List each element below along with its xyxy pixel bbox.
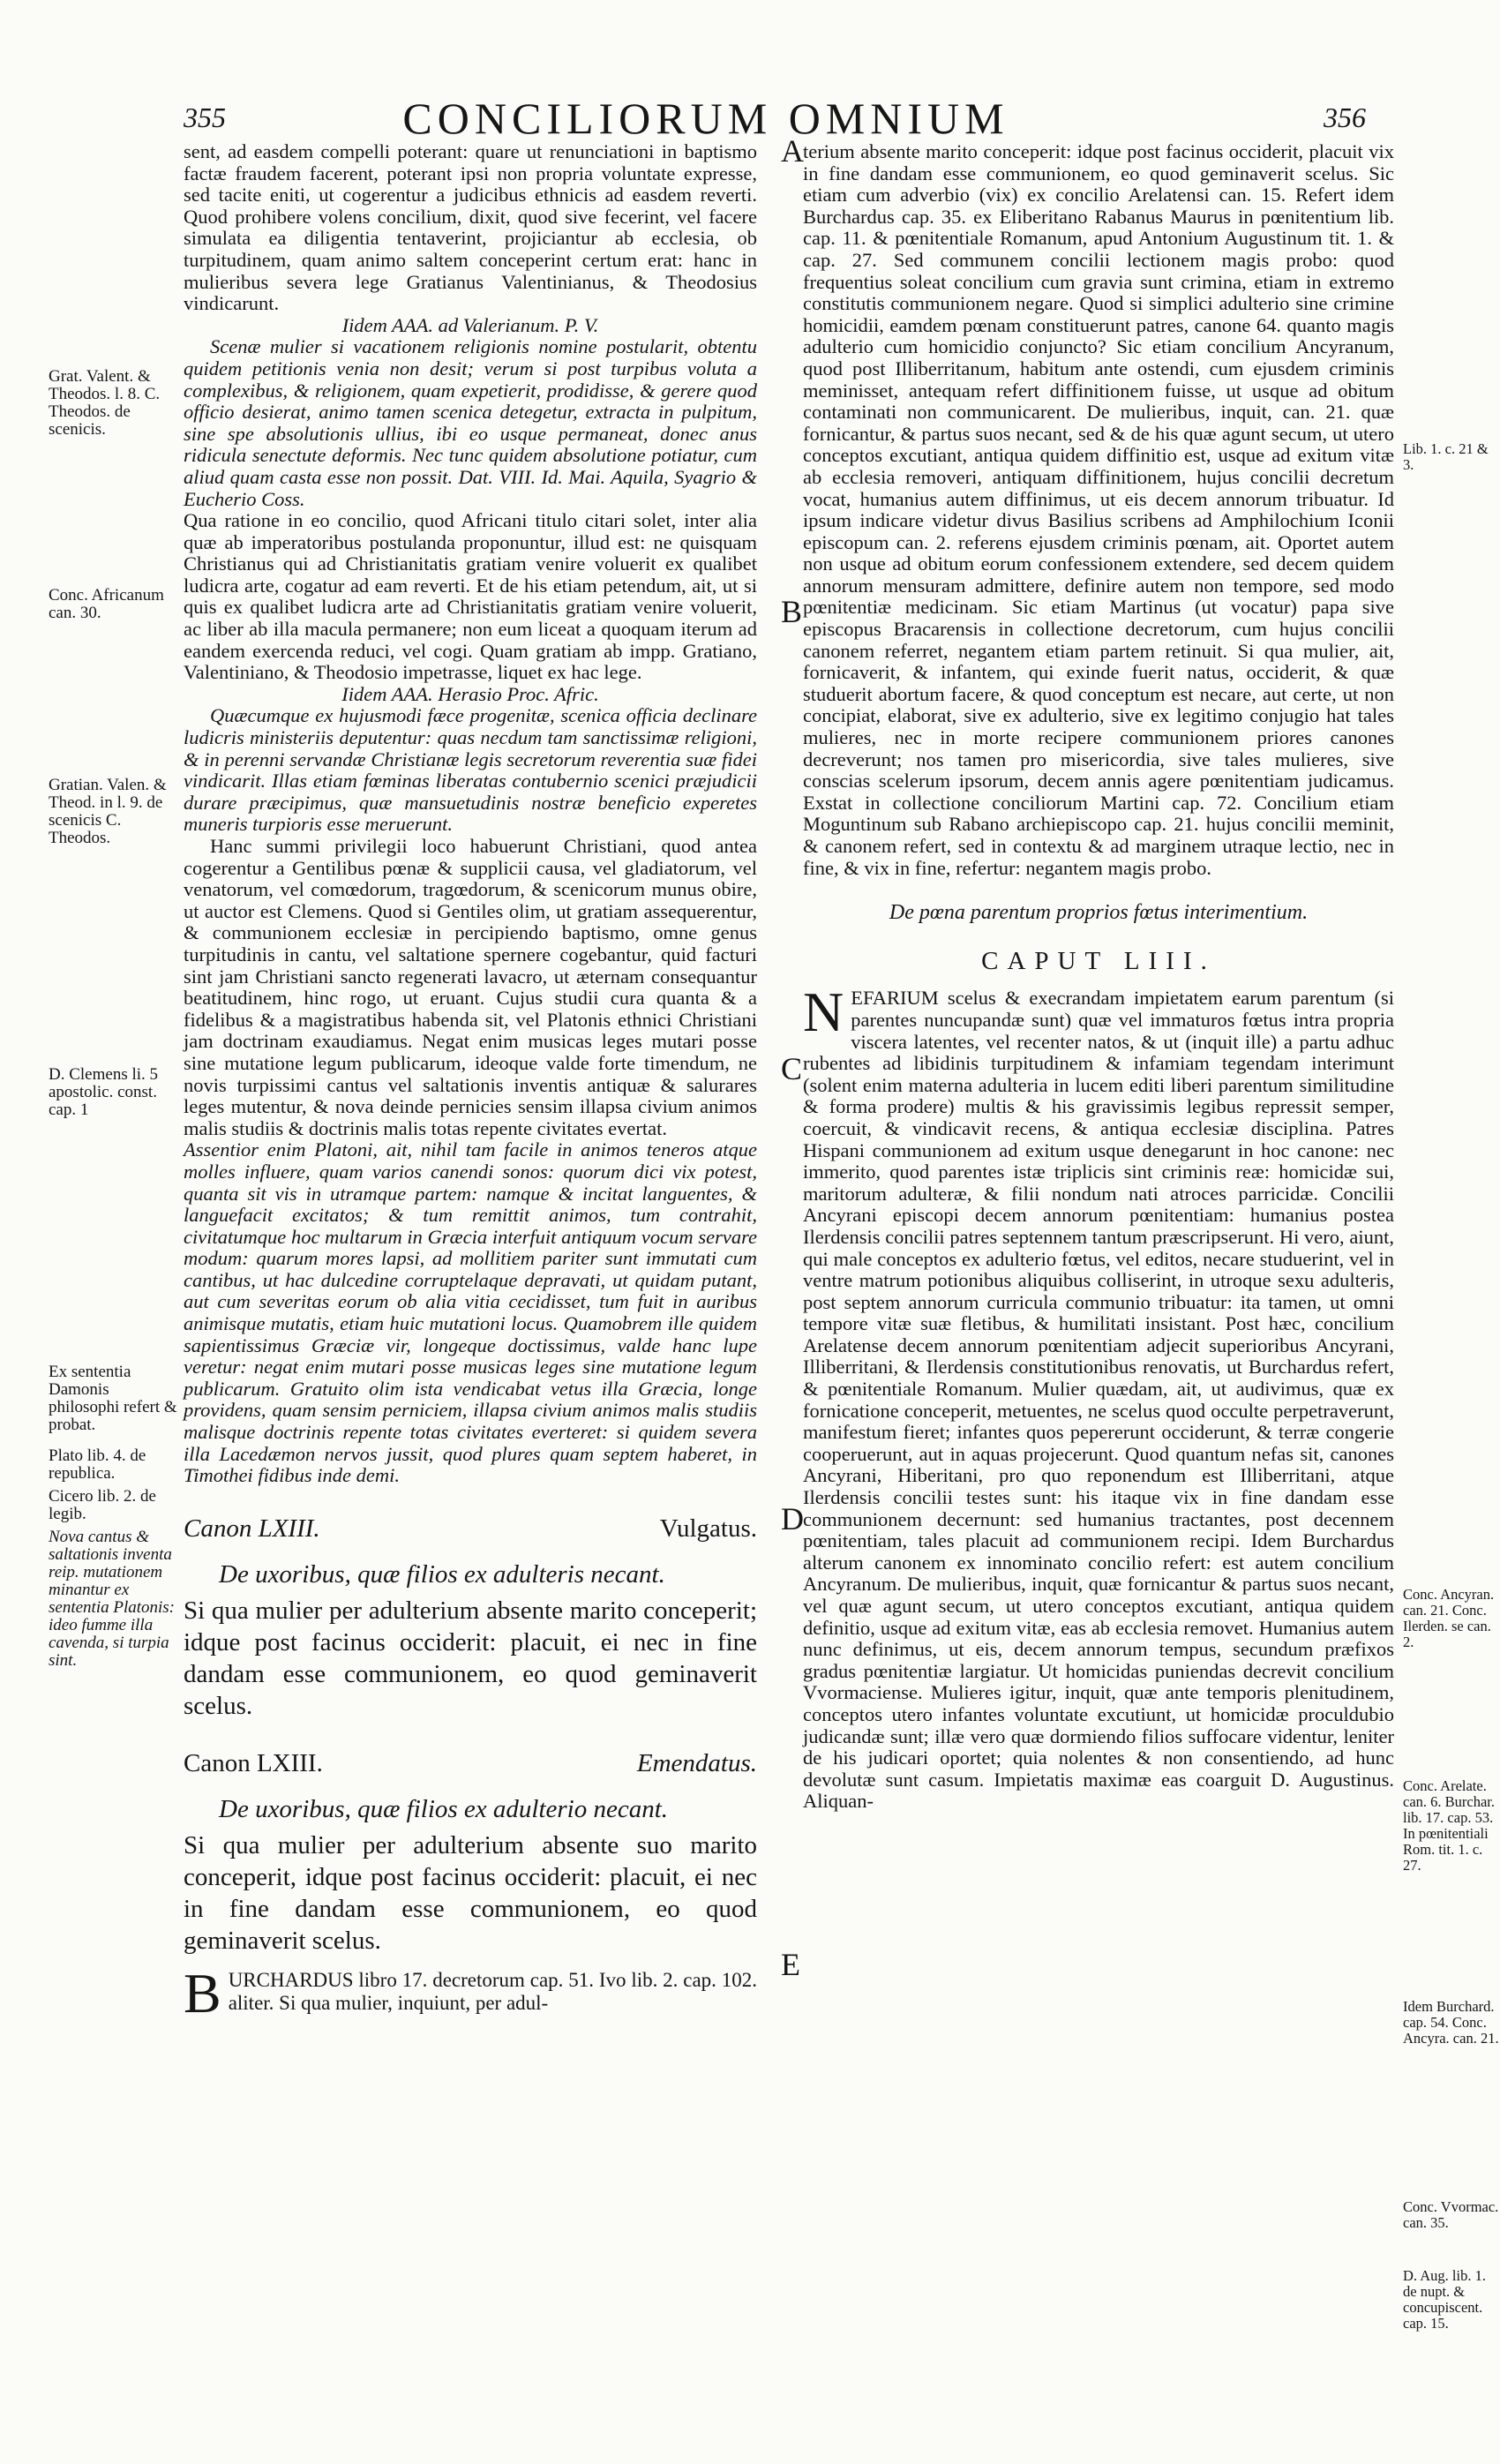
margin-note: Conc. Vvormac. can. 35.	[1403, 2198, 1499, 2231]
section-letter-e: E	[781, 1947, 800, 1982]
margin-note: D. Clemens li. 5 apostolic. const. cap. 1	[49, 1065, 159, 1119]
margin-note: Gratian. Valen. & Theod. in l. 9. de scenicis C. Theodos.	[49, 776, 167, 847]
chapter-body	[803, 980, 1394, 1813]
margin-note: Lib. 1. c. 21 & 3.	[1403, 440, 1489, 473]
margin-note: Grat. Valent. & Theodos. l. 8. C. Theodos. de scenicis.	[49, 367, 161, 439]
drop-cap: N	[803, 980, 844, 1044]
margin-note: D. Aug. lib. 1. de nupt. & concupiscent. cap. 15.	[1403, 2267, 1486, 2332]
canon-subtitle: De uxoribus, quæ filios ex adulteris necant.	[219, 1559, 665, 1589]
law-heading: Iidem AAA. Herasio Proc. Afric.	[341, 682, 599, 705]
paragraph: sent, ad easdem compelli poterant: quare ut renunciationi in baptismo factæ fraudem facerent, poterant ipsi non propria voluntate expresse, sed tacite eniti, ut cogerentur a judicibus ethnicis ad easdem reverti. Quod prohibere volens concilium, dixit, quod sive fecerint, vel facere simulata ea diligentia tentaverint, projiciantur ab ecclesia, ob turpitudinem, quam animo saltem conceperint certum erat: hanc in mulieribus severa lege Gratianus Valentinianus, & Theodosius vindicarunt.	[184, 140, 757, 315]
canon-number: Canon LXIII.	[184, 1748, 323, 1777]
canon-heading-vulgatus	[184, 1514, 757, 1544]
canon-text: Si qua mulier per adulterium absente suo marito conceperit, idque post facinus occiderit: placuit, ei nec in fine dandam esse communionem, eo quod geminaverit scelus.	[184, 1830, 757, 1955]
margin-note: Cicero lib. 2. de legib.	[49, 1487, 156, 1523]
running-title: CONCILIORUM OMNIUM	[402, 94, 1009, 143]
margin-note: Idem Burchard. cap. 54. Conc. Ancyra. can. 21.	[1403, 1998, 1499, 2047]
section-letter-a: A	[781, 133, 804, 169]
margin-note: Conc. Ancyran. can. 21. Conc. Ilerden. se can. 2.	[1403, 1586, 1495, 1650]
section-letter-b: B	[781, 594, 803, 629]
left-column	[184, 140, 757, 2025]
paragraph: Qua ratione in eo concilio, quod Africani titulo citari solet, inter alia quæ ab imperatoribus postulanda proponuntur, illud est: ne quisquam Christianus qui ad Christianitatis gratiam venire voluerit ex qualibet ludicra arte, cogatur ad eam reverti. Et de his etiam petendum, ait, ut si quis ex qualibet ludicra arte ad Christianitatis gratiam venire voluerit, ac liber ab illa macula permanere; non eum liceat a quoquam iterum ad eandem exercenda reduci, vel cogi. Quam gratiam ab impp. Gratiano, Valentiniano, & Theodosio impetrasse, liquet ex hac lege.	[184, 509, 757, 684]
right-column	[803, 141, 1394, 1813]
commentary-start	[184, 1961, 757, 2025]
page-header	[0, 93, 1500, 146]
section-letter-d: D	[781, 1501, 804, 1536]
margin-note: Ex sententia Damonis philosophi refert & probat.	[49, 1363, 177, 1434]
canon-version: Emendatus.	[636, 1748, 757, 1777]
paragraph: URCHARDUS libro 17. decretorum cap. 51. Ivo lib. 2. cap. 102. aliter. Si qua mulier, inquiunt, per adul-	[228, 1968, 757, 2014]
page-number-right: 356	[1324, 101, 1366, 133]
margin-note: Conc. Arelate. can. 6. Burchar. lib. 17. cap. 53. In pœnitentiali Rom. tit. 1. c. 27.	[1403, 1777, 1496, 1874]
quotation: Assentior enim Platoni, ait, nihil tam facile in animos teneros atque molles influere, quam varios canendi sonos: quorum dici vix potest, quanta sit vis in utramque partem: namque & incitat languentes, & languefacit excitatos; & tum remittit animos, tum contrahit, civitatumque hoc multarum in Græcia interfuit antiquum vocum servare modum: quarum mores lapsi, ad mollitiem pariter sunt immutati cum cantibus, ut hac dulcedine corruptelaque depravati, ut quidam putant, aut cum severitas eorum ob alia vitia cecidisset, tum fuit in auribus animisque mutatis, etiam huic mutationi locus. Quamobrem ille quidem sapientissimus Græciæ vir, longeque doctissimus, valde hanc lupe veretur: negat enim mutari posse musicas leges sine mutatione legum publicarum. Gratuito olim ista vendicabat vetus illa Græcia, longe providens, quam sensim perniciem, illapsa civium animos malis studiis malisque doctrinis repente totas civitates everteret: si quidem severa illa Lacedæmon nervos jussit, quod plures quam septem haberet, in Timothei fidibus inde demi.	[184, 1138, 757, 1487]
page-number-left: 355	[184, 101, 226, 133]
law-text: Quæcumque ex hujusmodi fæce progenitæ, scenica officia declinare ludicris ministeriis deputentur: quas necdum tam sanctissimæ religioni, & in perenni servandæ Christianæ legis secretorum reverentia suæ fidei vindicarit. Illas etiam fœminas liberatas contubernio scenici præjudicii durare præcipimus, quæ mansuetudinis nostræ beneficio experetes muneris turpioris esse meruerunt.	[184, 704, 757, 836]
canon-text: Si qua mulier per adulterium absente marito conceperit; idque post facinus occiderit: placuit, ei nec in fine dandam esse communionem, eo quod geminaverit scelus.	[184, 1596, 757, 1720]
law-heading: Iidem AAA. ad Valerianum. P. V.	[341, 313, 599, 336]
canon-heading-emendatus	[184, 1748, 757, 1778]
margin-note: Plato lib. 4. de republica.	[49, 1446, 146, 1483]
chapter-title: CAPUT LIII.	[981, 946, 1216, 975]
margin-note: Conc. Africanum can. 30.	[49, 586, 164, 622]
canon-number: Canon LXIII.	[184, 1514, 320, 1543]
paragraph: terium absente marito conceperit: idque post facinus occiderit, placuit vix in fine dandam esse communionem, eo quod geminaverit scelus. Sic etiam cum adverbio (vix) ex concilio Arelatensi can. 15. Refert idem Burchardus cap. 35. ex Eliberitano Rabanus Maurus in pœnitentium lib. cap. 11. & pœnitentiale Romanum, apud Antonium Augustinum tit. 1. & cap. 27. Sed communem concilii lectionem magis probo: quod frequentius soleat concilium cum gravia sunt crimina, etiam in extremo constitutis communionem negare. Quod si simplici adulterio sine crimine homicidii, eamdem pœnam constituerunt patres, canone 64. quanto magis adulterio cum homicidio conjuncto? Sic etiam concilium Ancyranum, quod post Illiberritanum, habitum ante ostendi, cum ejusdem criminis meminisset, antequam refert diffinitionem fuisse, ut usque ad obitum contaminati non communicarent. De mulieribus, inquit, can. 21. quæ fornicantur, & partus suos necant, sed & de his quæ agunt secum, ut utero conceptos excutiant, antiqua quidem diffinitio est, usque ad exitum vitæ ab ecclesia removeri, antiquam diffinitionem, hujus concilii decretum vocat, humanius autem diffinimus, ut eis decem annorum tribuatur. Id ipsum indicare videtur divus Basilius scribens ad Amphilochium Iconii episcopum can. 2. referens ejusdem criminis pœnam, ait. Oportet autem non usque ad obitum eorum confessionem extendere, sed decem quidem annorum mensuram admittere, definire autem non tempore, sed modo pœnitentiæ medicinam. Sic etiam Martinus (ut vocatur) papa sive episcopus Bracarensis in collectione decretorum, cum hujus concilii canonem referret, negantem etiam partem retinuit. Si qua mulier, ait, fornicaverit, & infantem, qui exinde fuerit natus, occiderit, & quæ studuerit abortum facere, & quod conceptum est necare, aut certe, ut non concipiat, elaborat, sive ex adulterio, sive ex legitimo conjugio hat tales mulieres, nec in morte recipere communionem priores canones decreverunt; nos tamen pro misericordia, sive tales mulieres, sive conscias scelerum ipsorum, decem annis agere pœnitentiam judicamus. Exstat in collectione conciliorum Martini cap. 72. Concilium etiam Moguntinum sub Rabano archiepiscopo cap. 21. hujus concilii meminit, & canonem refert, sed in contextu & ad marginem utraque lectio, nec in fine, & vix in fine, refertur: negantem magis probo.	[803, 140, 1394, 879]
drop-cap: B	[184, 1961, 221, 2025]
section-letter-c: C	[781, 1051, 803, 1086]
canon-version: Vulgatus.	[659, 1514, 757, 1543]
law-text: Scenæ mulier si vacationem religionis nomine postularit, obtentu quidem petitionis venia non desit; verum si post turpibus voluta a complexibus, & religionem, quam expetierit, prodidisse, & gerere quod officio desierat, animo tamen scenica detegetur, extracta in pulpitum, sine spe absolutionis ullius, ibi eo usque permaneat, donec anus ridicula senectute deformis. Nec tunc quidem absolutione potiatur, cum aliud quam casta esse non possit. Dat. VIII. Id. Mai. Aquila, Syagrio & Eucherio Coss.	[184, 335, 757, 510]
section-title: De pœna parentum proprios fœtus interimentium.	[889, 901, 1309, 925]
margin-note: Nova cantus & saltationis inventa reip. mutationem minantur ex sententia Platonis: ideo fumme illa cavenda, si turpia sint.	[49, 1528, 176, 1670]
paragraph: Hanc summi privilegii loco habuerunt Christiani, quod antea cogerentur a Gentilibus pœnæ & supplicii causa, vel gladiatorum, vel venatorum, vel comœdorum, tragœdorum, & scenicorum munus obire, ut auctor est Clemens. Quod si Gentiles olim, ut gratiam assequerentur, & communionem ecclesiæ in percipiendo baptismo, omne genus turpitudinis in cantu, vel saltatione spernere cogebantur, quid facturi sint jam Christiani sancto regenerati lavacro, ut æternam consequantur beatitudinem, hinc rogo, ut eruant. Cujus studii cura quanta & a fidelibus & a magistratibus habenda sit, vel Platonis ethnici Christiani jam doctrinam exaudiamus. Negat enim musicas leges mutari posse sine mutatione legum publicarum, ideoque valde forte timendum, ne novis turpissimi cantus vel saltationis inventis antiquæ & salurares leges mutentur, & nova deinde pernicies sensim illapsa civium animos malis studiis & doctrinis malis totas repente civitates evertat.	[184, 835, 757, 1139]
canon-subtitle: De uxoribus, quæ filios ex adulterio necant.	[219, 1794, 669, 1823]
paragraph: EFARIUM scelus & execrandam impietatem earum parentum (si parentes nuncupandæ sunt) quæ vel immaturos fœtus intra propria viscera latentes, vel recenter natos, & ut (inquit ille) a partu adhuc rubentes ad libidinis turpitudinem & infamiam tegendam interimunt (solent enim materna adulteria in lucem editi liberi parentum similitudine & forma prodere) multis & his gravissimis legibus repressit semper, coercuit, & vindicavit recens, & antiqua ecclesiæ disciplina. Patres Hispani communionem ad exitum usque denegarunt in hoc canone: nec immerito, quod parentes istæ triplicis sint criminis reæ: homicidæ sui, maritorum adulteræ, & filii nondum nati atroces parricidæ. Concilii Ancyrani episcopi decem annorum pœnitentiam: humanius postea Ilerdensis concilii patres septennem tantum præscripserunt. Hi vero, aiunt, qui male conceptos ex adulterio fœtus, vel editos, necare studuerint, vel in ventre matrum potionibus aliquibus colliserint, in utroque sexu adulteris, post septem annorum curricula communio tribuatur: ita tamen, ut omni tempore vitæ suæ fletibus, & humilitati insistant. Post hæc, concilium Arelatense decem annorum pœnitentiam adjecit superioribus Ancyrani, Illiberritani, & Ilerdensis constitutionibus renovatis, ut Burchardus refert, & pœnitentiale Romanum. Mulier quædam, ait, ut audivimus, quæ ex fornicatione conceperit, metuentes, ne scelus quod occulte perpetraverunt, manifestum fieret; infantes quos pepererunt occiderunt, & terræ congerie cooperuerunt, aut in aquas projecerunt. Quod quantum nefas sit, canones Ancyrani, Hiberitani, pro quo reponendum est Illiberritani, atque Ilerdensis concilii testes sunt: his itaque vix in fine dandam esse communionem decernunt: sed humanius tractantes, post decennem pœnitentiam, tales placuit ad communionem recipi. Idem Burchardus alterum canonem ex innominato concilio refert: est autem concilium Ancyranum. De mulieribus, inquit, quæ fornicantur & partus suos necant, vel quæ agunt secum, ut utero conceptos excutiant, antiqua quidem definitio, usque ad exitum vitæ, eas ab ecclesia removet. Humanius autem nunc definimus, ut eis, decem annorum tempus, secundum præfixos gradus pœnitentiæ largiatur. Ut homicidas puniendas decrevit concilium Vvormaciense. Mulieres igitur, inquit, quæ ante temporis plenitudinem, conceptos utero infantes voluntate excutiunt, ut homicidæ proculdubio judicandæ sunt; illæ vero quæ dormiendo filios suffocare videntur, leniter de his judicari oportet; quia nolentes & non consentiendo, ad hunc devolutæ sunt casum. Impietatis maximæ eas coarguit D. Augustinus. Aliquan-	[803, 987, 1394, 1813]
